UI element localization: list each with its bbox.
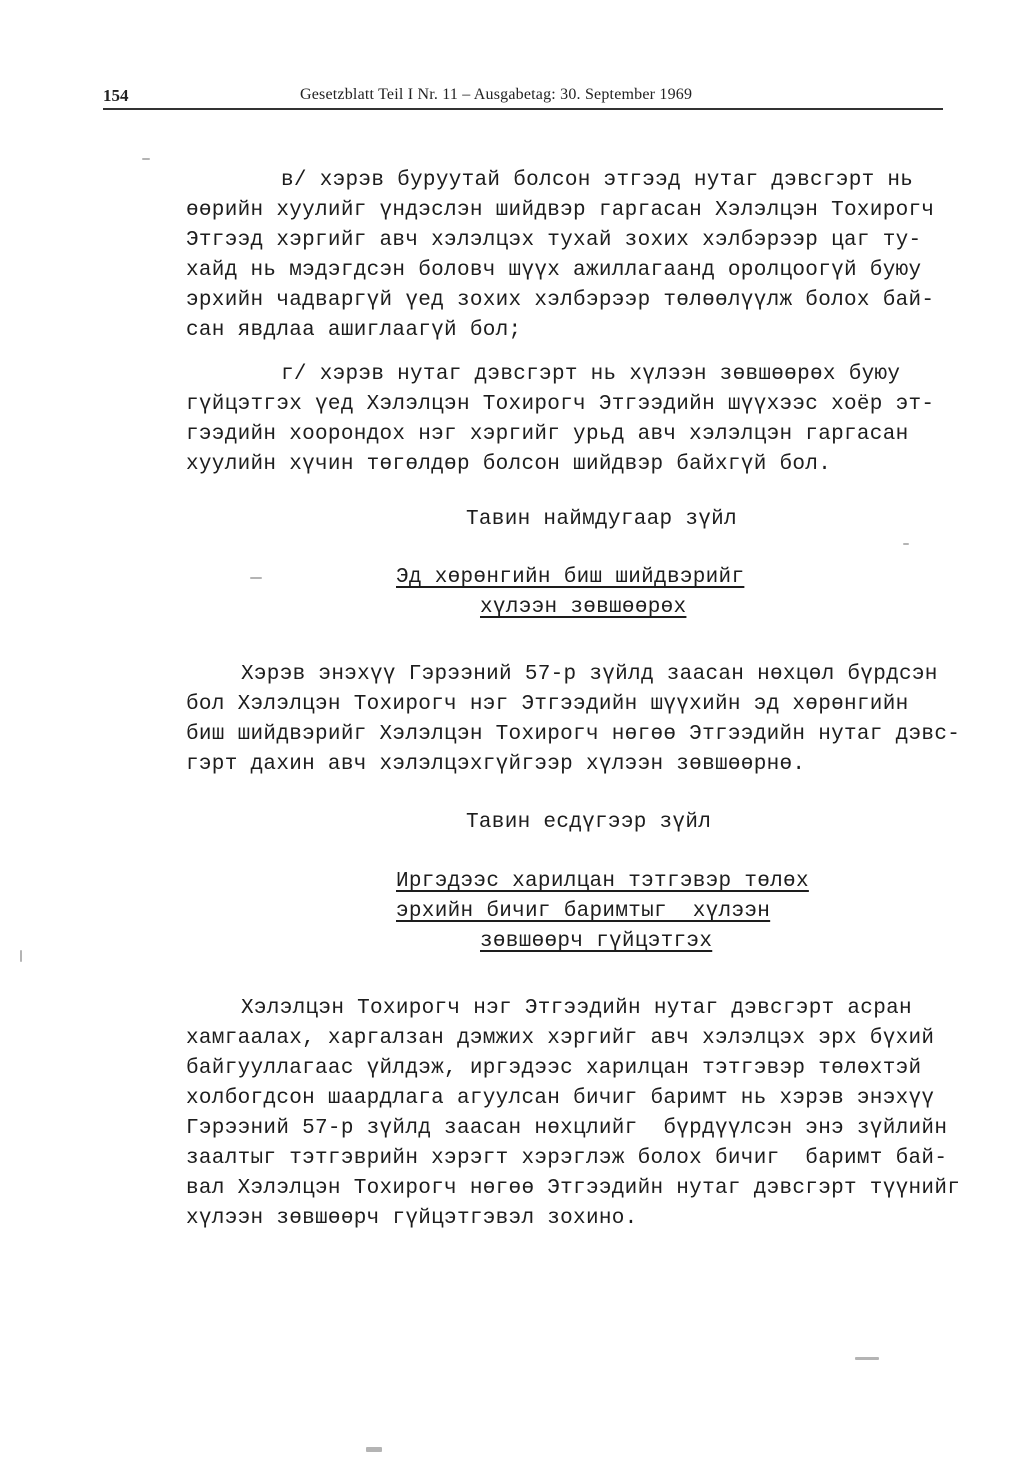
- para-g-line: гээдийн хоорондох нэг хэргийг урьд авч хэлэлцэн гаргасан: [186, 423, 909, 446]
- para-v-line: Этгээд хэргийг авч хэлэлцэх тухай зохих хэлбэрээр цаг ту-: [186, 229, 922, 252]
- article-58-heading: Тавин наймдугаар зүйл: [466, 508, 737, 531]
- article-58-title-line: Эд хөрөнгийн биш шийдвэрийг: [396, 566, 745, 589]
- para-v-line: сан явдлаа ашиглаагүй бол;: [186, 319, 522, 342]
- article-58-title-line: хүлээн зөвшөөрөх: [480, 596, 687, 619]
- article-59-heading: Тавин есдүгээр зүйл: [466, 811, 712, 834]
- article-59-body-line: Хэлэлцэн Тохирогч нэг Этгээдийн нутаг дэвсгэрт асран: [241, 997, 912, 1020]
- scan-speck: [142, 158, 150, 160]
- scan-speck: [903, 543, 909, 545]
- article-59-title-line: эрхийн бичиг баримтыг хүлээн: [396, 900, 771, 923]
- scan-speck: [366, 1447, 382, 1452]
- gazette-title: Gesetzblatt Teil I Nr. 11 – Ausgabetag: 30. September 1969: [300, 86, 693, 103]
- header-rule: [103, 108, 943, 110]
- article-59-body-line: Гэрээний 57-р зүйлд заасан нөхцлийг бүрдүүлсэн энэ зүйлийн: [186, 1117, 948, 1140]
- page-header: [103, 84, 943, 106]
- scan-speck: [250, 577, 262, 579]
- para-v-line: эрхийн чадваргүй үед зохих хэлбэрээр төлөөлүүлж болох бай-: [186, 289, 935, 312]
- article-58-body-line: биш шийдвэрийг Хэлэлцэн Тохирогч нөгөө Этгээдийн нутаг дэвс-: [186, 723, 961, 746]
- para-g-line: г/ хэрэв нутаг дэвсгэрт нь хүлээн зөвшөөрөх буюу: [281, 363, 901, 386]
- para-g-line: гүйцэтгэх үед Хэлэлцэн Тохирогч Этгээдийн шүүхээс хоёр эт-: [186, 393, 935, 416]
- para-v-line: в/ хэрэв буруутай болсон этгээд нутаг дэвсгэрт нь: [281, 169, 914, 192]
- article-59-title-line: Иргэдээс харилцан тэтгэвэр төлөх: [396, 870, 809, 893]
- article-59-title-line: зөвшөөрч гүйцэтгэх: [480, 930, 713, 953]
- scan-speck: [20, 950, 22, 962]
- para-v-line: хайд нь мэдэгдсэн боловч шүүх ажиллагаанд оролцоогүй буюу: [186, 259, 922, 282]
- article-59-body-line: вал Хэлэлцэн Тохирогч нөгөө Этгээдийн нутаг дэвсгэрт түүнийг: [186, 1177, 961, 1200]
- article-58-body-line: бол Хэлэлцэн Тохирогч нэг Этгээдийн шүүхийн эд хөрөнгийн: [186, 693, 909, 716]
- article-59-body-line: заалтыг тэтгэврийн хэрэгт хэрэглэж болох бичиг баримт бай-: [186, 1147, 948, 1170]
- article-59-body-line: байгууллагаас үйлдэж, иргэдээс харилцан тэтгэвэр төлөхтэй: [186, 1057, 922, 1080]
- scan-speck: [855, 1357, 879, 1360]
- article-59-body-line: холбогдсон шаардлага агуулсан бичиг баримт нь хэрэв энэхүү: [186, 1087, 935, 1110]
- article-58-body-line: Хэрэв энэхүү Гэрээний 57-р зүйлд заасан нөхцөл бүрдсэн: [241, 663, 938, 686]
- article-59-body-line: хүлээн зөвшөөрч гүйцэтгэвэл зохино.: [186, 1207, 638, 1230]
- para-g-line: хуулийн хүчин төгөлдөр болсон шийдвэр байхгүй бол.: [186, 453, 832, 476]
- article-59-body-line: хамгаалах, харгалзан дэмжих хэргийг авч хэлэлцэх эрх бүхий: [186, 1027, 935, 1050]
- para-v-line: өөрийн хуулийг үндэслэн шийдвэр гаргасан Хэлэлцэн Тохирогч: [186, 199, 935, 222]
- page-number: 154: [103, 86, 129, 105]
- article-58-body-line: гэрт дахин авч хэлэлцэхгүйгээр хүлээн зөвшөөрнө.: [186, 753, 806, 776]
